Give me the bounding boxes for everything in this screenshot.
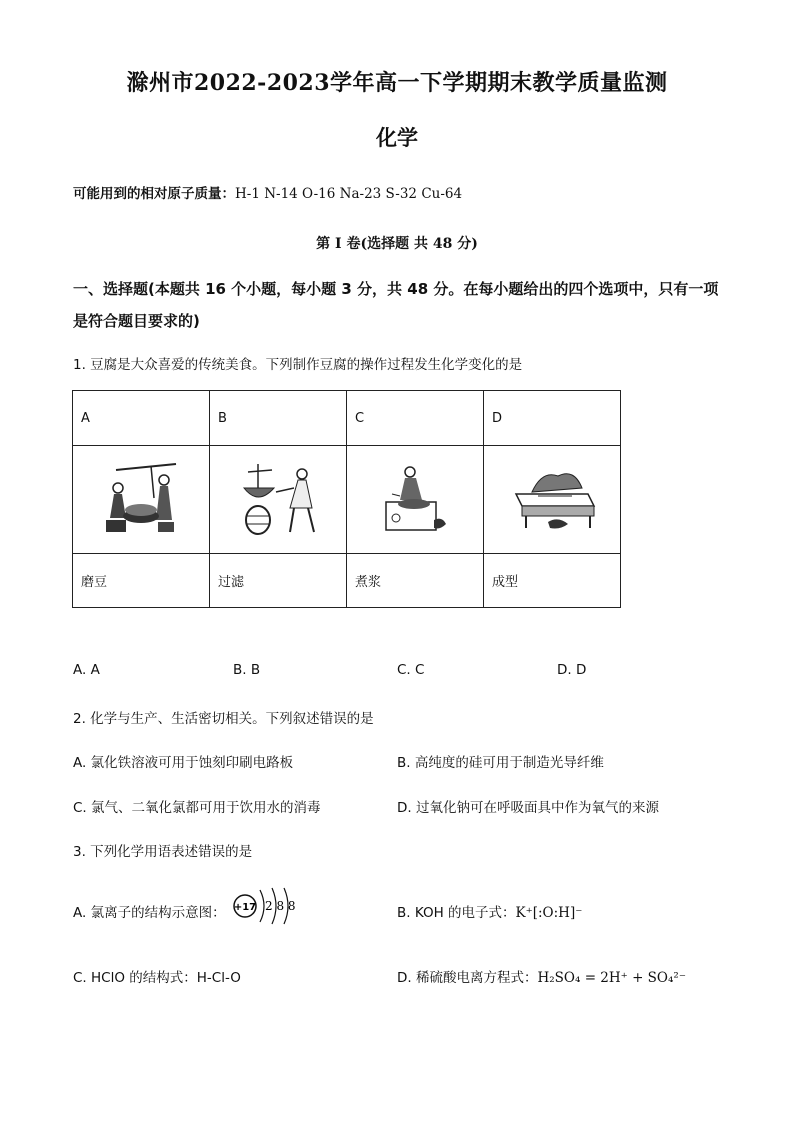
question-2-stem: 2. 化学与生产、生活密切相关。下列叙述错误的是 <box>73 711 374 727</box>
table-caption-d: 成型 <box>484 554 621 608</box>
atomic-masses-label: 可能用到的相对原子质量： <box>73 186 235 202</box>
q3-option-c[interactable]: C. HClO 的结构式：H-Cl-O <box>73 970 241 986</box>
q3-option-b-text: B. KOH 的电子式： <box>397 905 516 921</box>
atomic-masses <box>73 182 462 202</box>
table-caption-b: 过滤 <box>210 554 347 608</box>
q2-option-d[interactable]: D. 过氧化钠可在呼吸面具中作为氧气的来源 <box>397 800 659 816</box>
question-1-stem: 1. 豆腐是大众喜爱的传统美食。下列制作豆腐的操作过程发生化学变化的是 <box>73 357 523 373</box>
image-shaping <box>484 446 621 554</box>
q1-option-d[interactable]: D. D <box>557 662 587 678</box>
subject-title: 化学 <box>376 125 418 150</box>
chloride-ion-diagram <box>230 886 300 926</box>
image-boiling-slurry <box>347 446 484 554</box>
exam-title: 滁州市2022-2023学年高一下学期期末教学质量监测 <box>126 70 668 96</box>
table-header-a: A <box>73 391 210 446</box>
q3-option-b[interactable] <box>397 901 582 921</box>
table-caption-c: 煮浆 <box>347 554 484 608</box>
q3-option-a[interactable] <box>73 901 226 921</box>
grinding-illustration <box>96 458 186 538</box>
q3-option-d-text: D. 稀硫酸电离方程式： <box>397 970 538 986</box>
atomic-masses-values: H-1 N-14 O-16 Na-23 S-32 Cu-64 <box>235 186 463 202</box>
section-heading: 一、选择题(本题共 16 个小题，每小题 3 分，共 48 分。在每小题给出的四个选项中，只有一项是符合题目要求的) <box>73 280 719 330</box>
boiling-illustration <box>370 458 460 538</box>
q3-option-a-text: A. 氯离子的结构示意图： <box>73 905 226 921</box>
question-3-stem: 3. 下列化学用语表述错误的是 <box>73 844 253 860</box>
table-header-b: B <box>210 391 347 446</box>
q2-option-a[interactable]: A. 氯化铁溶液可用于蚀刻印刷电路板 <box>73 755 294 771</box>
filtering-illustration <box>228 458 328 538</box>
question-1-table <box>72 390 621 608</box>
q3-option-d[interactable] <box>397 966 686 986</box>
koh-electron-formula: K⁺[:O:H]⁻ <box>515 905 583 921</box>
image-filtering <box>210 446 347 554</box>
shaping-illustration <box>502 458 602 538</box>
q2-option-b[interactable]: B. 高纯度的硅可用于制造光导纤维 <box>397 755 604 771</box>
q2-option-c[interactable]: C. 氯气、二氧化氯都可用于饮用水的消毒 <box>73 800 321 816</box>
table-caption-a: 磨豆 <box>73 554 210 608</box>
shell-electrons: 2 8 8 <box>265 899 296 913</box>
q1-option-a[interactable]: A. A <box>73 662 100 678</box>
ionization-equation: H₂SO₄ = 2H⁺ + SO₄²⁻ <box>537 970 686 986</box>
q1-option-c[interactable]: C. C <box>397 662 425 678</box>
table-header-c: C <box>347 391 484 446</box>
q1-option-b[interactable]: B. B <box>233 662 261 678</box>
volume-heading: 第 I 卷(选择题 共 48 分) <box>316 236 478 252</box>
nucleus-label: +17 <box>233 902 257 913</box>
table-header-d: D <box>484 391 621 446</box>
image-grinding-beans <box>73 446 210 554</box>
